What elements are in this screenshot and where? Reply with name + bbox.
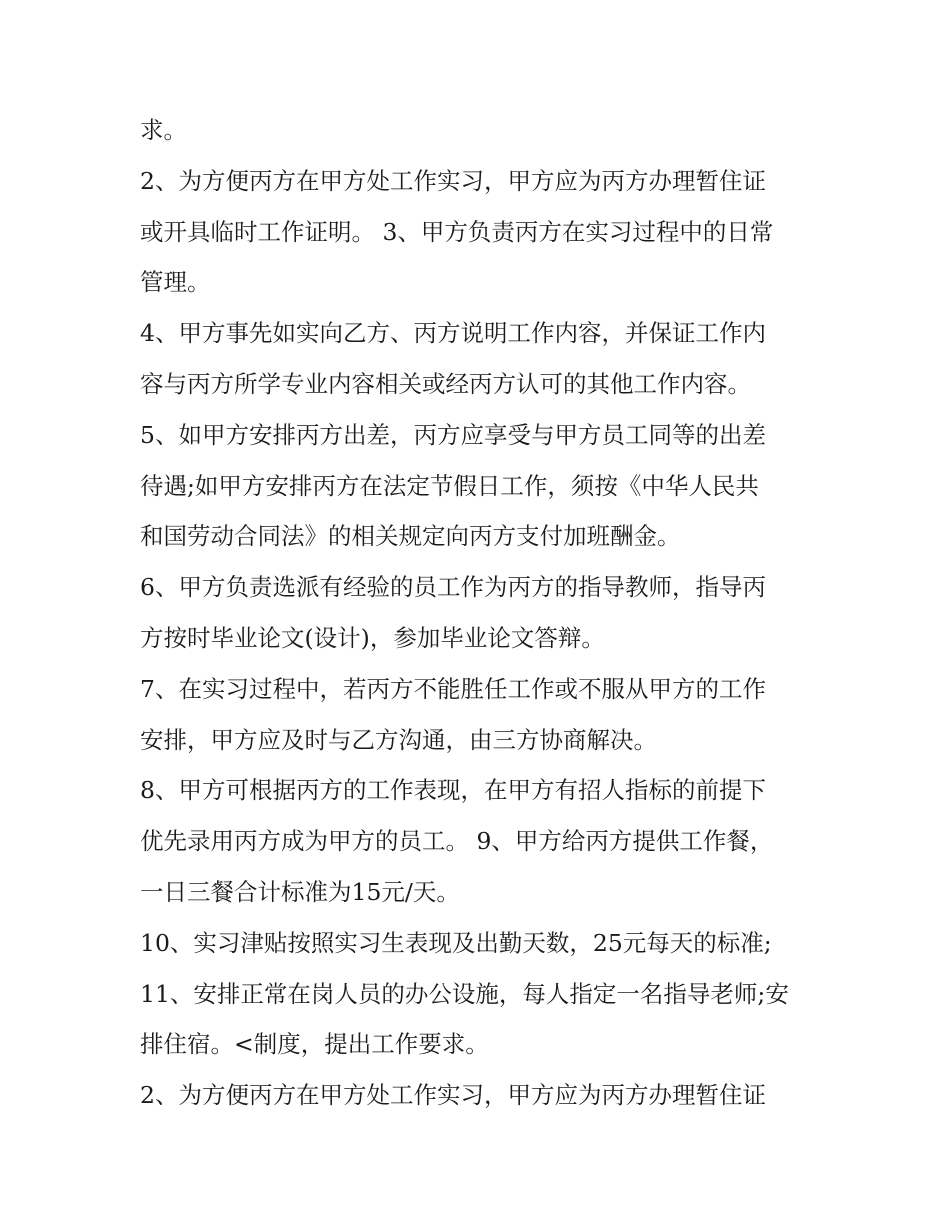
text-line: 待遇;如甲方安排丙方在法定节假日工作，须按《中华人民共 [140,471,759,500]
text-line: 或开具临时工作证明。 3、甲方负责丙方在实习过程中的日常 [140,217,774,246]
text-line: 4、甲方事先如实向乙方、丙方说明工作内容，并保证工作内 [140,319,766,348]
text-line: 7、在实习过程中，若丙方不能胜任工作或不服从甲方的工作 [140,674,766,703]
text-line: 10、实习津贴按照实习生表现及出勤天数，25元每天的标准; [140,928,772,957]
text-line: 方按时毕业论文(设计)，参加毕业论文答辩。 [140,623,605,652]
document-body [140,105,820,1121]
text-line: 管理。 [140,268,211,297]
text-line: 2、为方便丙方在甲方处工作实习，甲方应为丙方办理暂住证 [140,1081,766,1110]
text-line: 11、安排正常在岗人员的办公设施，每人指定一名指导老师;安 [140,979,789,1008]
text-line: 5、如甲方安排丙方出差，丙方应享受与甲方员工同等的出差 [140,420,766,449]
text-line: 优先录用丙方成为甲方的员工。 9、甲方给丙方提供工作餐， [140,827,774,856]
text-line: 求。 [140,116,187,144]
text-line: 一日三餐合计标准为15元/天。 [140,877,460,906]
text-line: 8、甲方可根据丙方的工作表现，在甲方有招人指标的前提下 [140,776,766,805]
text-line: 容与丙方所学专业内容相关或经丙方认可的其他工作内容。 [140,369,751,398]
text-line: 和国劳动合同法》的相关规定向丙方支付加班酬金。 [140,522,681,551]
text-line: 6、甲方负责选派有经验的员工作为丙方的指导教师，指导丙 [140,573,766,602]
text-line: 2、为方便丙方在甲方处工作实习，甲方应为丙方办理暂住证 [140,166,766,195]
text-line: 安排，甲方应及时与乙方沟通，由三方协商解决。 [140,725,657,754]
text-line: 排住宿。<制度，提出工作要求。 [140,1030,489,1059]
